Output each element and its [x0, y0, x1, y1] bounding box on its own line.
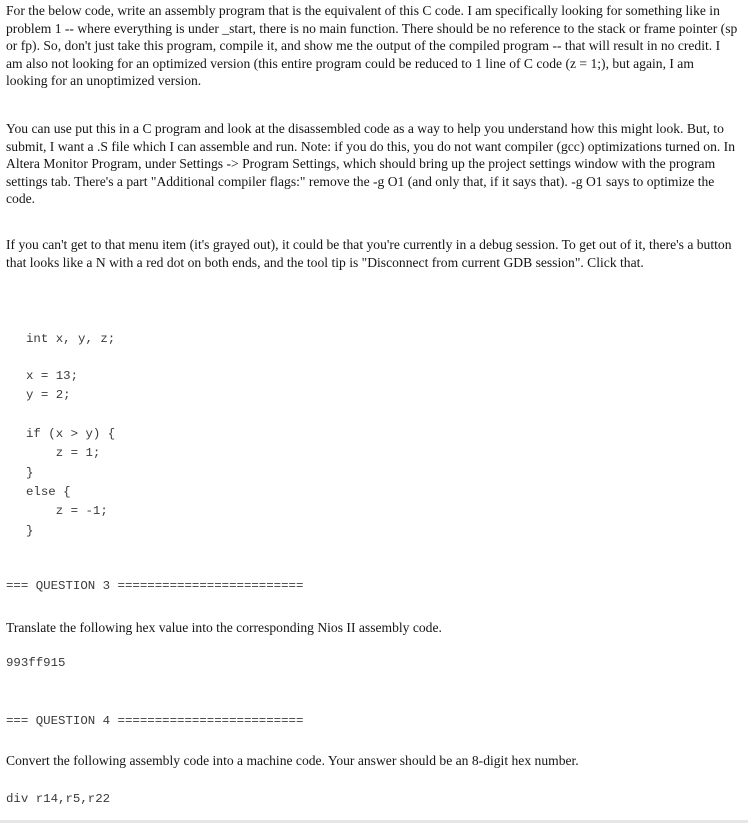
- code-line: }: [26, 466, 34, 480]
- question-3-hex-value: 993ff915: [6, 656, 66, 670]
- code-line: z = 1;: [26, 446, 101, 460]
- intro-paragraph-1: For the below code, write an assembly program that is the equivalent of this C code. I am specifically looking for something like in problem 1 -- where everything is under _start, there is no main function. There should be no reference to the stack or frame pointer (sp or fp). So, don't just take this program, compile it, and show me the output of the compiled program -- that will result in no credit. I am also not looking for an optimized version (this entire program could be reduced to 1 line of C code (z = 1;), but again, I am looking for an unoptimized version.: [6, 3, 738, 88]
- code-line: int x, y, z;: [26, 332, 116, 346]
- code-line: if (x > y) {: [26, 427, 116, 441]
- intro-paragraph-3: If you can't get to that menu item (it's grayed out), it could be that you're currently in a debug session. To get out of it, there's a button that looks like a N with a red dot on both ends, and the tool tip is "Disconnect from current GDB session". Click that.: [6, 237, 732, 270]
- code-line: x = 13;: [26, 369, 79, 383]
- question-4-assembly-value: div r14,r5,r22: [6, 792, 111, 806]
- code-line: }: [26, 524, 34, 538]
- question-3-prompt: Translate the following hex value into the corresponding Nios II assembly code.: [6, 620, 442, 635]
- question-4-prompt: Convert the following assembly code into a machine code. Your answer should be an 8-digit hex number.: [6, 753, 579, 768]
- code-line: z = -1;: [26, 504, 108, 518]
- code-line: else {: [26, 485, 71, 499]
- question-3-heading: === QUESTION 3 =========================: [6, 579, 304, 593]
- intro-paragraph-2: You can use put this in a C program and look at the disassembled code as a way to help you understand how this might look. But, to submit, I want a .S file which I can assemble and run. Note: if you do this, you do not want compiler (gcc) optimizations turned on. In Altera Monitor Program, under Settings -> Program Settings, which should bring up the project settings window with the program settings tab. There's a part "Additional compiler flags:" remove the -g O1 (and only that, if it says that). -g O1 says to optimize the code.: [6, 121, 735, 206]
- question-4-heading: === QUESTION 4 =========================: [6, 714, 304, 728]
- code-line: y = 2;: [26, 388, 71, 402]
